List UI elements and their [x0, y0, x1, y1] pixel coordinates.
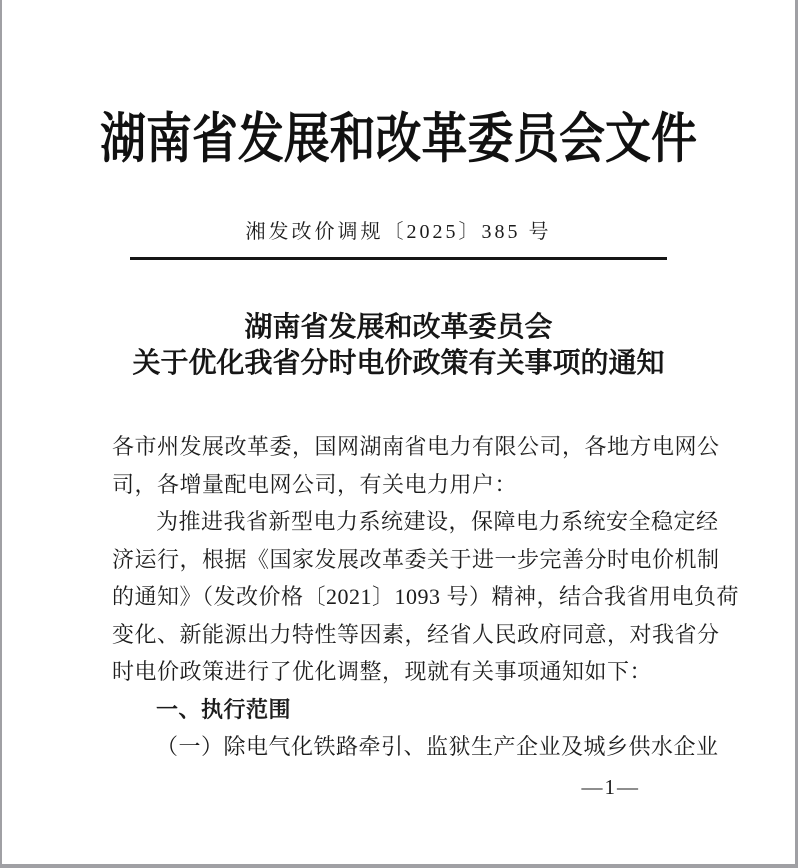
letterhead-divider-line [130, 257, 667, 260]
recipients-line: 各市州发展改革委，国网湖南省电力有限公司，各地方电网公 [112, 434, 720, 459]
paragraph-line: （一）除电气化铁路牵引、监狱生产企业及城乡供水企业 [156, 734, 719, 759]
section-heading: 一、执行范围 [156, 696, 292, 722]
document-number: 湘发改价调规〔2025〕385 号 [245, 221, 552, 243]
document-body [112, 428, 740, 766]
paragraph-line: 为推进我省新型电力系统建设，保障电力系统安全稳定经 [156, 509, 719, 534]
paragraph-line: 济运行，根据《国家发展改革委关于进一步完善分时电价机制 [112, 546, 720, 572]
letterhead-title: 湖南省发展和改革委员会文件 [100, 109, 697, 169]
paragraph-line: 变化、新能源出力特性等因素，经省人民政府同意，对我省分 [112, 621, 720, 647]
recipients-line: 司，各增量配电网公司，有关电力用户： [112, 471, 518, 497]
notice-title-line2: 关于优化我省分时电价政策有关事项的通知 [132, 348, 665, 379]
paragraph-line: 的通知》（发改价格〔2021〕1093 号）精神，结合我省用电负荷 [112, 584, 740, 609]
notice-title-line1: 湖南省发展和改革委员会 [244, 312, 553, 343]
paragraph-line: 时电价政策进行了优化调整，现就有关事项通知如下： [112, 659, 653, 684]
notice-title [2, 310, 795, 382]
page-number: —1— [581, 775, 640, 799]
